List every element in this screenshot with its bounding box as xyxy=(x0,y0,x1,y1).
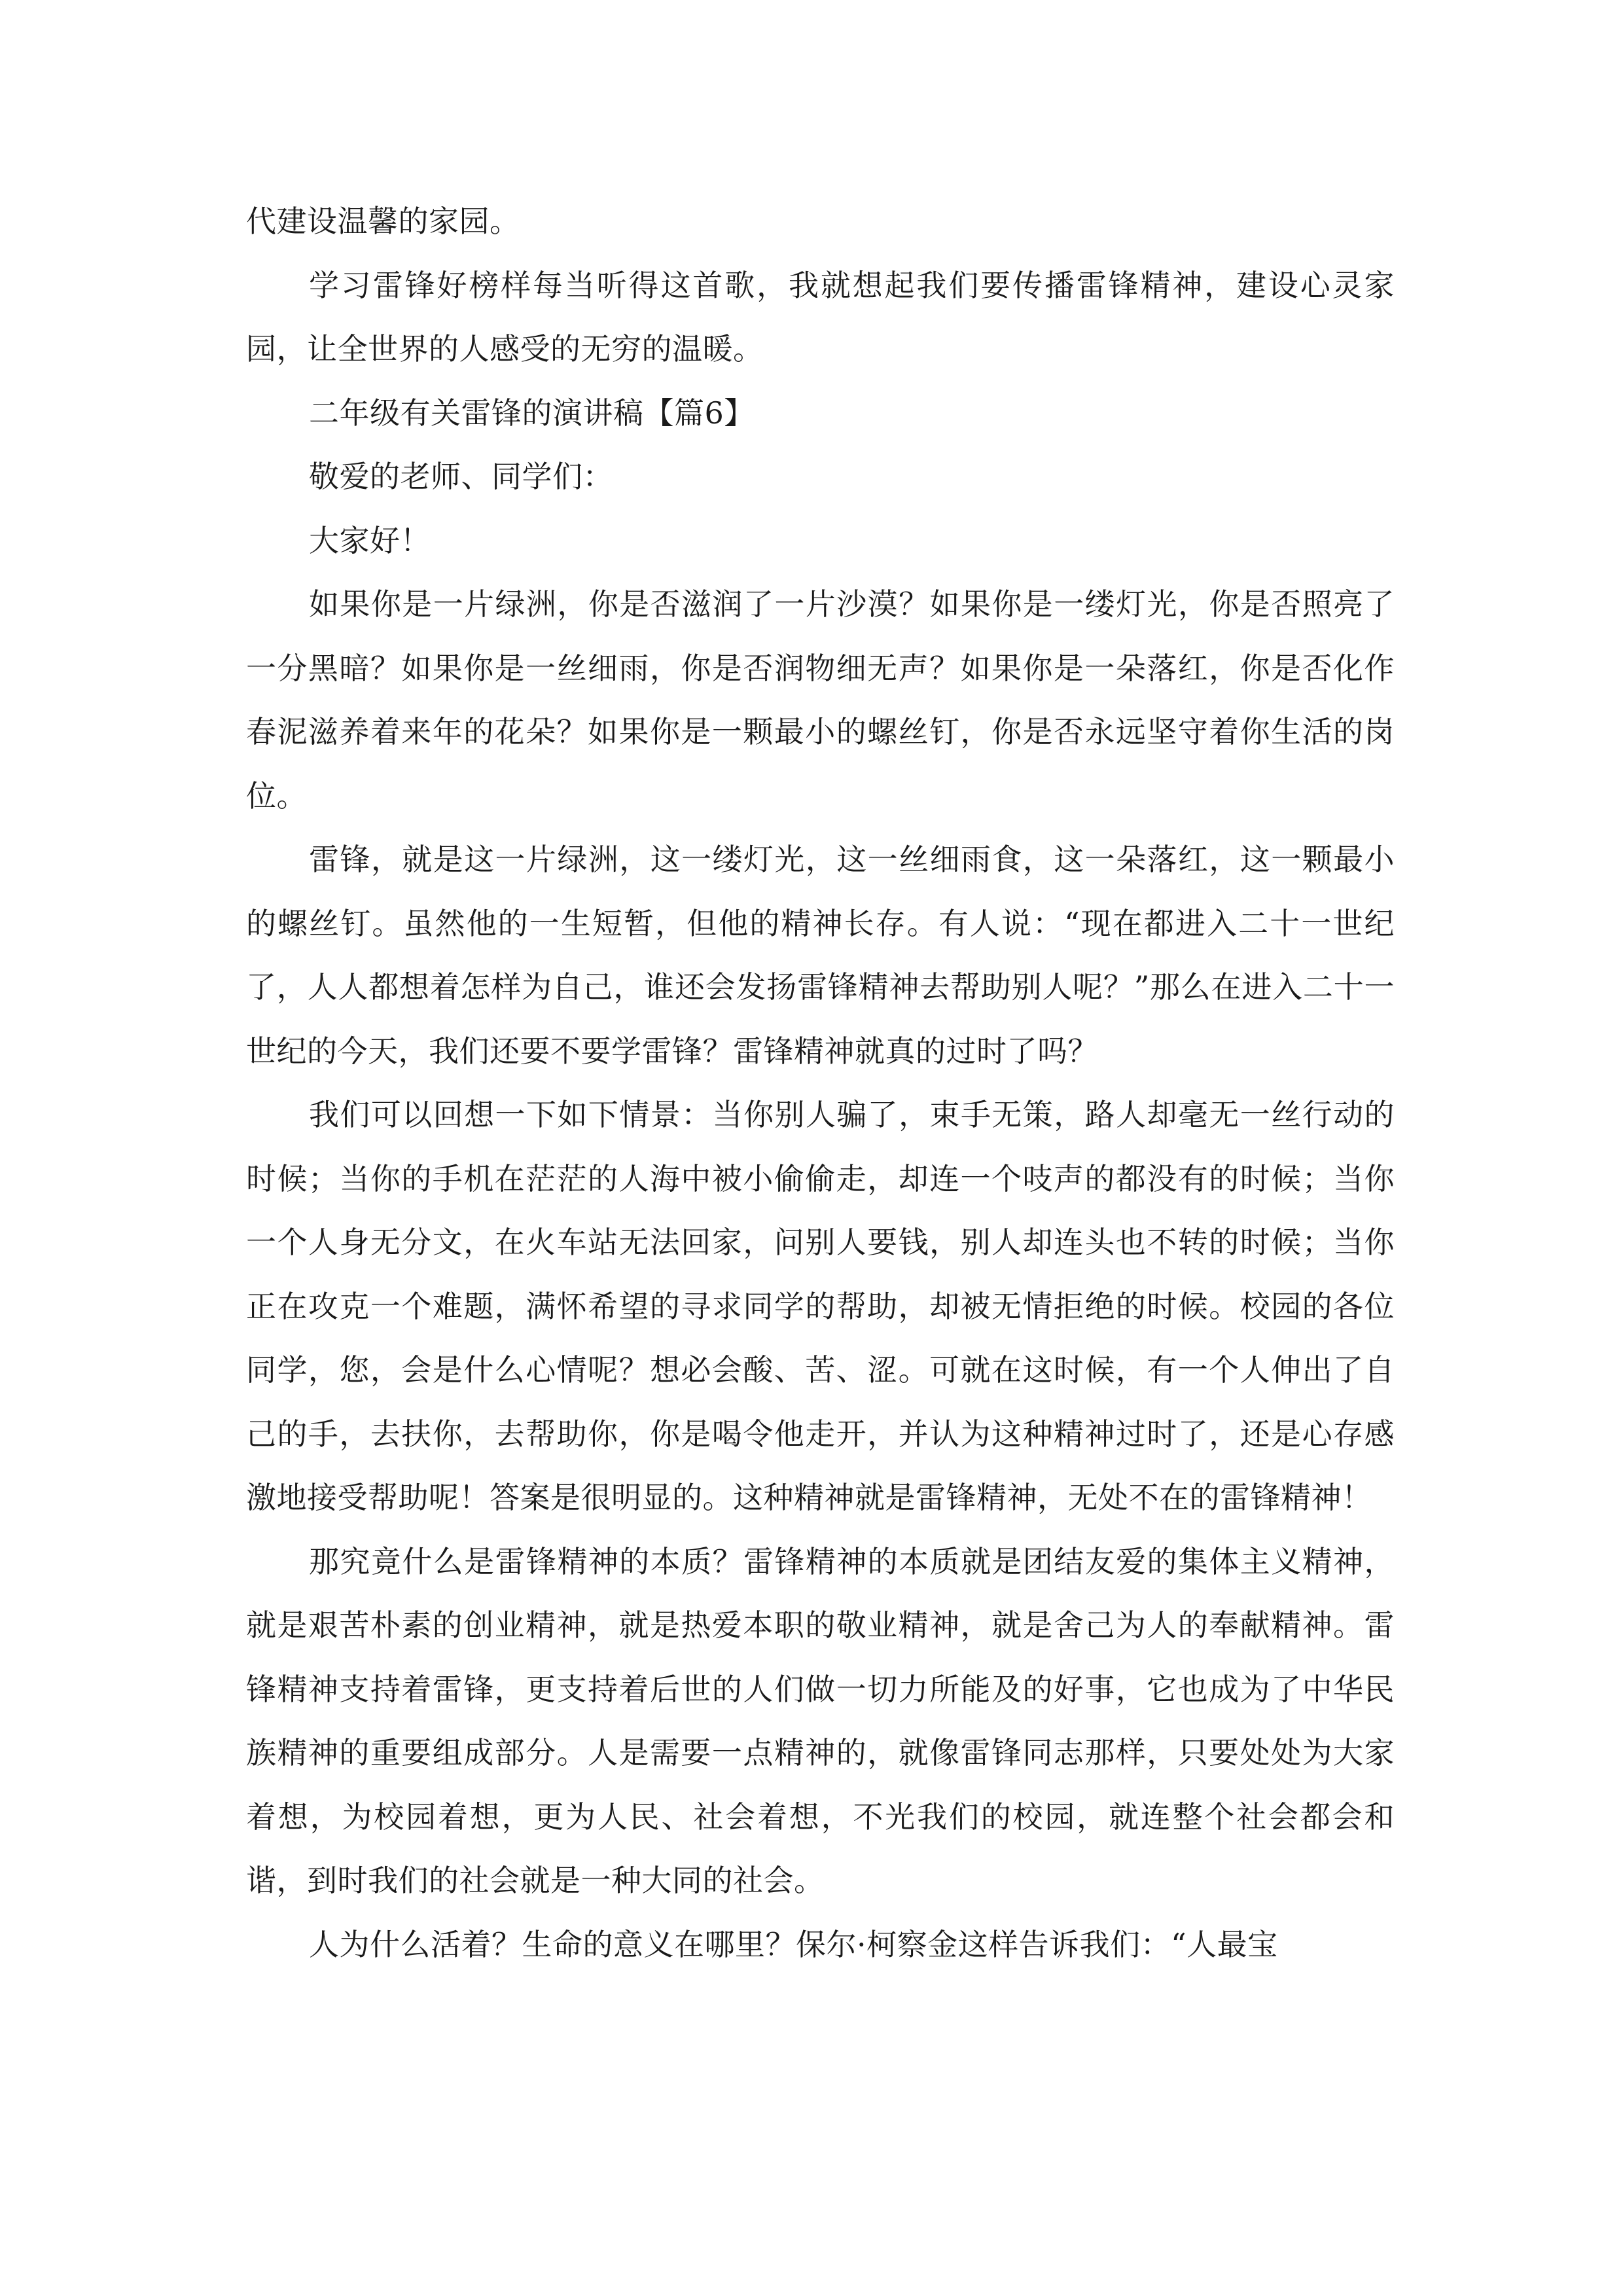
document-body xyxy=(246,190,1395,1977)
paragraph-meaning-of-life: 人为什么活着？生命的意义在哪里？保尔·柯察金这样告诉我们：“人最宝 xyxy=(309,1926,1278,1962)
greeting: 大家好！ xyxy=(309,522,431,558)
paragraph-leifeng: 雷锋，就是这一片绿洲，这一缕灯光，这一丝细雨食，这一朵落红，这一颗最小的螺丝钉。虽然他的一生短暂，但他的精神长存。有人说：“现在都进入二十一世纪了，人人都想着怎样为自己，谁还会发扬雷锋精神去帮助别人呢？”那么在进入二十一世纪的今天，我们还要不要学雷锋？雷锋精神就真的过时了吗？ xyxy=(246,842,1395,1069)
paragraph-scenarios: 我们可以回想一下如下情景：当你别人骗了，束手无策，路人却毫无一丝行动的时候；当你的手机在茫茫的人海中被小偷偷走，却连一个吱声的都没有的时候；当你一个人身无分文，在火车站无法回家，问别人要钱，别人却连头也不转的时候；当你正在攻克一个难题，满怀希望的寻求同学的帮助，却被无情拒绝的时候。校园的各位同学，您，会是什么心情呢？想必会酸、苦、涩。可就在这时候，有一个人伸出了自己的手，去扶你，去帮助你，你是喝令他走开，并认为这种精神过时了，还是心存感激地接受帮助呢！答案是很明显的。这种精神就是雷锋精神，无处不在的雷锋精神！ xyxy=(246,1097,1395,1515)
section-heading: 二年级有关雷锋的演讲稿【篇6】 xyxy=(309,395,755,431)
paragraph-song-reflection: 学习雷锋好榜样每当听得这首歌，我就想起我们要传播雷锋精神，建设心灵家园，让全世界的人感受的无穷的温暖。 xyxy=(246,267,1395,367)
salutation: 敬爱的老师、同学们： xyxy=(309,459,613,494)
paragraph-continuation: 代建设温馨的家园。 xyxy=(246,204,520,239)
paragraph-essence: 那究竟什么是雷锋精神的本质？雷锋精神的本质就是团结友爱的集体主义精神，就是艰苦朴素的创业精神，就是热爱本职的敬业精神，就是舍己为人的奉献精神。雷锋精神支持着雷锋，更支持着后世的人们做一切力所能及的好事，它也成为了中华民族精神的重要组成部分。人是需要一点精神的，就像雷锋同志那样，只要处处为大家着想，为校园着想，更为人民、社会着想，不光我们的校园，就连整个社会都会和谐，到时我们的社会就是一种大同的社会。 xyxy=(246,1543,1395,1898)
paragraph-metaphors: 如果你是一片绿洲，你是否滋润了一片沙漠？如果你是一缕灯光，你是否照亮了一分黑暗？如果你是一丝细雨，你是否润物细无声？如果你是一朵落红，你是否化作春泥滋养着来年的花朵？如果你是一颗最小的螺丝钉，你是否永远坚守着你生活的岗位。 xyxy=(246,586,1395,814)
